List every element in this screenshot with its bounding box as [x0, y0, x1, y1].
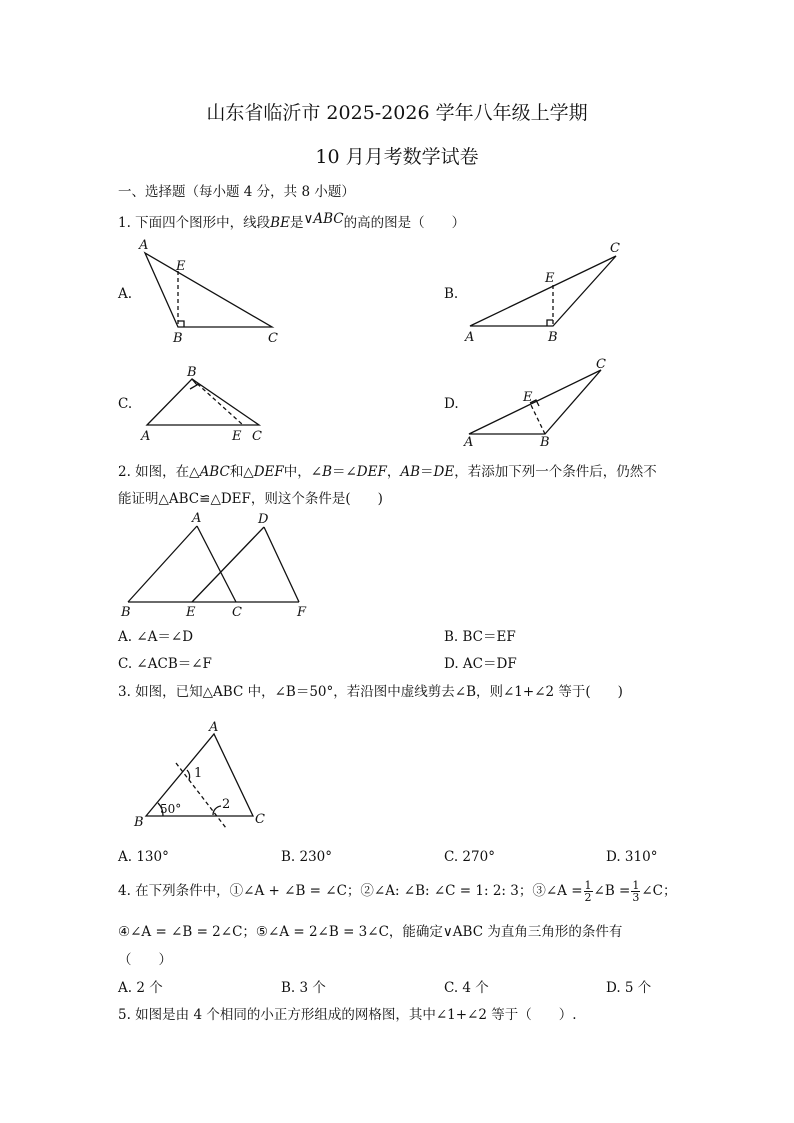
- q4-frac2-den: 3: [632, 891, 640, 904]
- q1-option-c-label[interactable]: C.: [118, 396, 133, 412]
- q1a-point-c: C: [268, 331, 278, 346]
- q4-option-a[interactable]: A. 2 个: [118, 980, 163, 996]
- q1a-point-e: E: [176, 259, 186, 274]
- q1b-point-a: A: [465, 330, 475, 345]
- q1-figure-b: [470, 256, 616, 326]
- q1c-point-e: E: [232, 429, 242, 444]
- q2-stem-line-1: [118, 460, 657, 480]
- q1b-point-e: E: [545, 271, 555, 286]
- q1-option-b-label[interactable]: B.: [444, 286, 459, 302]
- q4-text-a: 4. 在下列条件中，①∠A + ∠B = ∠C；②∠A: ∠B: ∠C = 1: 2: 3；③∠A =: [118, 883, 583, 899]
- q5-stem: 5. 如图是由 4 个相同的小正方形组成的网格图，其中∠1+∠2 等于（ ）.: [118, 1007, 577, 1023]
- q2-angle-b: B: [322, 464, 332, 480]
- q4-text-b: ∠B =: [593, 883, 631, 899]
- q2-option-b[interactable]: B. BC＝EF: [444, 629, 516, 645]
- q3-point-a: A: [209, 720, 219, 735]
- q3-stem: 3. 如图，已知△ABC 中，∠B＝50°，若沿图中虚线剪去∠B，则∠1+∠2 等于( ): [118, 684, 623, 700]
- q1d-point-e: E: [523, 390, 533, 405]
- q2-point-c: C: [232, 605, 242, 620]
- q3-angle-2: 2: [222, 797, 231, 812]
- q1-option-a-label[interactable]: A.: [118, 286, 133, 302]
- q4-frac1-num: 1: [584, 879, 592, 892]
- title-line-2: 10 月月考数学试卷: [315, 146, 479, 168]
- q1d-point-b: B: [540, 435, 550, 450]
- q2-option-d[interactable]: D. AC＝DF: [444, 656, 517, 672]
- q4-option-c[interactable]: C. 4 个: [444, 980, 489, 996]
- q4-text-c: ∠C；: [641, 883, 677, 899]
- q1-text-post: 的高的图是（ ）: [343, 215, 466, 231]
- q2-abc: ABC: [199, 464, 230, 480]
- q4-frac2-num: 1: [632, 879, 640, 892]
- q3-angle-50: 50°: [160, 802, 182, 816]
- q3-angle-1: 1: [194, 766, 203, 781]
- q3-option-a[interactable]: A. 130°: [118, 849, 169, 865]
- q2-point-e: E: [186, 605, 196, 620]
- q1-text-mid: 是: [289, 215, 304, 231]
- q2-point-a: A: [192, 511, 202, 526]
- q4-fraction-1: [584, 880, 593, 903]
- q1b-point-b: B: [548, 330, 558, 345]
- q1d-point-a: A: [464, 435, 474, 450]
- q1-text-pre: 1. 下面四个图形中，线段: [118, 215, 271, 231]
- q3-point-c: C: [255, 812, 265, 827]
- q4-stem-line-2: ④∠A = ∠B = 2∠C；⑤∠A = 2∠B = 3∠C，能确定∨ABC 为直角三角形的条件有: [118, 924, 623, 940]
- q2-stem-line-2: 能证明△ABC≌△DEF，则这个条件是( ): [118, 491, 383, 507]
- q4-fraction-2: [631, 880, 640, 903]
- q1b-point-c: C: [610, 241, 620, 256]
- q2-def: DEF: [253, 464, 284, 480]
- q1c-point-a: A: [141, 429, 151, 444]
- q2-option-c[interactable]: C. ∠ACB＝∠F: [118, 656, 212, 672]
- q1-option-d-label[interactable]: D.: [444, 396, 459, 412]
- q2-text-e: ，: [386, 464, 401, 480]
- q1-figure-d: [469, 370, 601, 434]
- title-line-1: 山东省临沂市 2025-2026 学年八年级上学期: [206, 102, 588, 124]
- q2-text-d: ＝∠: [331, 464, 357, 480]
- q2-text-c: 中，∠: [283, 464, 323, 480]
- q1a-point-a: A: [139, 238, 149, 253]
- section-heading: 一、选择题（每小题 4 分，共 8 小题）: [118, 184, 355, 200]
- q1-figure-a: [145, 253, 272, 327]
- q2-text-g: ，若添加下列一个条件后，仍然不: [454, 464, 657, 480]
- q3-point-b: B: [134, 815, 144, 830]
- q4-frac1-den: 2: [584, 891, 592, 904]
- q2-option-a[interactable]: A. ∠A＝∠D: [118, 629, 194, 645]
- q3-option-c[interactable]: C. 270°: [444, 849, 495, 865]
- q2-de: DE: [433, 464, 455, 480]
- q2-point-f: F: [297, 605, 307, 620]
- q4-option-b[interactable]: B. 3 个: [281, 980, 326, 996]
- q3-option-d[interactable]: D. 310°: [606, 849, 658, 865]
- q4-option-d[interactable]: D. 5 个: [606, 980, 652, 996]
- q1c-point-b: B: [187, 365, 197, 380]
- q4-stem-line-3: （ ）: [118, 952, 172, 968]
- q2-text-b: 和△: [229, 464, 254, 480]
- q1-segment: BE: [270, 215, 290, 231]
- q4-stem-line-1: [118, 879, 677, 903]
- q1-figure-c: [147, 379, 259, 425]
- q1d-point-c: C: [596, 357, 606, 372]
- q1c-point-c: C: [252, 429, 262, 444]
- q2-text-f: ＝: [420, 464, 434, 480]
- q2-angle-def: DEF: [356, 464, 387, 480]
- q2-point-b: B: [121, 605, 131, 620]
- q1a-point-b: B: [173, 331, 183, 346]
- q3-option-b[interactable]: B. 230°: [281, 849, 333, 865]
- q2-text-a: 2. 如图，在△: [118, 464, 200, 480]
- q1-triangle: ∨ABC: [303, 211, 344, 227]
- q2-figure: [128, 526, 299, 602]
- q2-point-d: D: [258, 512, 269, 527]
- q2-ab: AB: [400, 464, 421, 480]
